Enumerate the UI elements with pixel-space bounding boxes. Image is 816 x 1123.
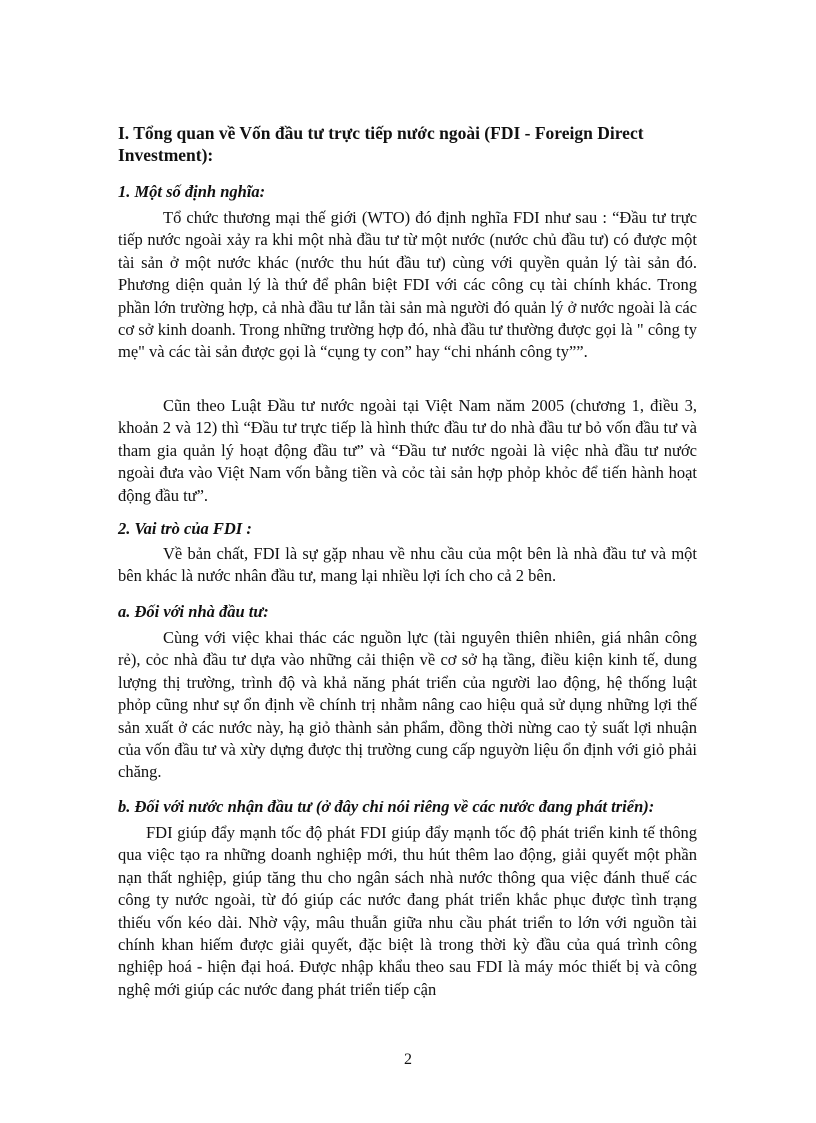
definitions-title: 1. Một số định nghĩa: bbox=[118, 182, 266, 201]
section-heading: I. Tổng quan về Vốn đầu tư trực tiếp nước ngoài (FDI - Foreign Direct Investment): bbox=[118, 123, 644, 165]
recipients-title: b. Đối với nước nhận đầu tư (ở đây chỉ nói riêng về các nước đang phát triển): bbox=[118, 797, 655, 816]
recipients-paragraph-1: FDI giúp đẩy mạnh tốc độ phát FDI giúp đẩy mạnh tốc độ phát triển kinh tế thông qua việc tạo ra những doanh nghiệp mới, thu hút thêm lao động, giải quyết một phần nạn thất nghiệp, giúp tăng thu cho ngân sách nhà nước thông qua việc đánh thuế các công ty nước ngoài, từ đó giúp các nước đang phát triển khắc phục được tình trạng thiếu vốn kéo dài. Nhờ vậy, mâu thuẫn giữa nhu cầu phát triển to lớn với nguồn tài chính khan hiếm được giải quyết, đặc biệt là trong thời kỳ đầu của quá trình công nghiệp hoá - hiện đại hoá. Được nhập khẩu theo sau FDI là máy móc thiết bị và công nghệ mới giúp các nước đang phát triển tiếp cận bbox=[118, 823, 697, 999]
investors-title: a. Đối với nhà đầu tư: bbox=[118, 602, 269, 621]
definitions-paragraph-1: Tổ chức thương mại thế giới (WTO) đó định nghĩa FDI như sau : “Đầu tư trực tiếp nước ngoài xảy ra khi một nhà đầu tư từ một nước (nước chủ đầu tư) có được một tài sản ở một nước khác (nước thu hút đầu tư) cùng với quyền quản lý tài sản đó. Phương diện quản lý là thứ để phân biệt FDI với các công cụ tài chính khác. Trong phần lớn trường hợp, cả nhà đầu tư lẫn tài sản mà người đó quản lý ở nước ngoài là các cơ sở kinh doanh. Trong những trường hợp đó, nhà đầu tư thường được gọi là " công ty mẹ" và các tài sản được gọi là “cụng ty con” hay “chi nhánh công ty””. bbox=[118, 208, 697, 362]
page-number: 2 bbox=[404, 1051, 412, 1068]
role-paragraph-1: Về bản chất, FDI là sự gặp nhau về nhu cầu của một bên là nhà đầu tư và một bên khác là nước nhân đầu tư, mang lại nhiều lợi ích cho cả 2 bên. bbox=[118, 544, 697, 586]
role-title: 2. Vai trò của FDI : bbox=[118, 519, 252, 538]
definitions-paragraph-2: Cũn theo Luật Đầu tư nước ngoài tại Việt Nam năm 2005 (chương 1, điều 3, khoản 2 và 12) thì “Đầu tư trực tiếp là hình thức đầu tư do nhà đầu tư bỏ vốn đầu tư và tham gia quản lý hoạt động đầu tư” và “Đầu tư nước ngoài là việc nhà đầu tư nước ngoài đưa vào Việt Nam vốn bằng tiền và cỏc tài sản hợp phỏp khỏc để tiến hành hoạt động đầu tư”. bbox=[118, 396, 697, 505]
investors-paragraph-1: Cùng với việc khai thác các nguồn lực (tài nguyên thiên nhiên, giá nhân công rẻ), cỏc nhà đầu tư dựa vào những cải thiện về cơ sở hạ tầng, điều kiện kinh tế, dung lượng thị trường, trình độ và khả năng phát triển của người lao động, hệ thống luật phỏp cũng như sự ổn định về chính trị nhằm nâng cao hiệu quả sử dụng những lợi thế sản xuất ở các nước này, hạ giỏ thành sản phẩm, đồng thời nừng cao tỷ suất lợi nhuận của vốn đầu tư và xừy dựng được thị trường cung cấp nguyờn liệu ổn định với giỏ phải chăng. bbox=[118, 628, 697, 782]
